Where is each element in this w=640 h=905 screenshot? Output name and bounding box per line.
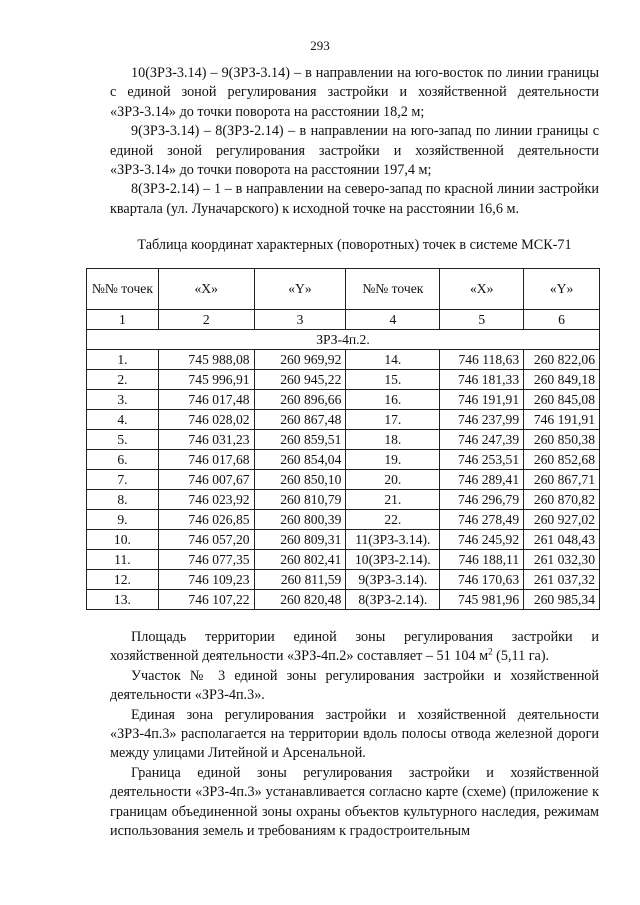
- column-number: 3: [254, 310, 346, 330]
- table-row: [87, 430, 600, 450]
- table-row: [87, 410, 600, 430]
- y-coordinate-cell: 260 867,71: [524, 470, 600, 490]
- x-coordinate-cell: 745 981,96: [440, 590, 524, 610]
- point-number-cell: 18.: [346, 430, 440, 450]
- x-coordinate-cell: 746 023,92: [158, 490, 254, 510]
- area-paragraph: [110, 628, 599, 667]
- x-coordinate-cell: 746 188,11: [440, 550, 524, 570]
- y-coordinate-cell: 260 845,08: [524, 390, 600, 410]
- y-coordinate-cell: 260 896,66: [254, 390, 346, 410]
- point-number-cell: 14.: [346, 350, 440, 370]
- y-coordinate-cell: 260 854,04: [254, 450, 346, 470]
- point-number-cell: 19.: [346, 450, 440, 470]
- point-number-cell: 4.: [87, 410, 159, 430]
- y-coordinate-cell: 260 810,79: [254, 490, 346, 510]
- table-row: [87, 590, 600, 610]
- header-cell: №№ точек: [346, 269, 440, 310]
- point-number-cell: 10.: [87, 530, 159, 550]
- point-number-cell: 8(ЗРЗ-2.14).: [346, 590, 440, 610]
- y-coordinate-cell: 260 969,92: [254, 350, 346, 370]
- table-row: [87, 370, 600, 390]
- section-label: ЗРЗ-4п.2.: [87, 330, 600, 350]
- x-coordinate-cell: 746 253,51: [440, 450, 524, 470]
- table-header-row: [87, 269, 600, 310]
- x-coordinate-cell: 746 031,23: [158, 430, 254, 450]
- table-row: [87, 450, 600, 470]
- point-number-cell: 1.: [87, 350, 159, 370]
- closing-text: [110, 628, 599, 841]
- point-number-cell: 15.: [346, 370, 440, 390]
- x-coordinate-cell: 745 996,91: [158, 370, 254, 390]
- table-row: [87, 570, 600, 590]
- point-number-cell: 3.: [87, 390, 159, 410]
- y-coordinate-cell: 260 870,82: [524, 490, 600, 510]
- column-number-row: [87, 310, 600, 330]
- x-coordinate-cell: 746 296,79: [440, 490, 524, 510]
- area-text: Площадь территории единой зоны регулирования застройки и хозяйственной деятельности «ЗРЗ-4п.2» составляет – 51 104 м: [110, 629, 599, 665]
- x-coordinate-cell: 746 077,35: [158, 550, 254, 570]
- column-number: 4: [346, 310, 440, 330]
- paragraph: 9(ЗРЗ-3.14) – 8(ЗРЗ-2.14) – в направлении на юго-запад по линии границы с единой зоной регулирования застройки и хозяйственной деятельности «ЗРЗ-3.14» до точки поворота на расстоянии 197,4 м;: [110, 123, 599, 179]
- point-number-cell: 9(ЗРЗ-3.14).: [346, 570, 440, 590]
- paragraph: 10(ЗРЗ-3.14) – 9(ЗРЗ-3.14) – в направлении на юго-восток по линии границы с единой зоной регулирования застройки и хозяйственной деятельности «ЗРЗ-3.14» до точки поворота на расстоянии 18,2 м;: [110, 65, 599, 120]
- y-coordinate-cell: 261 048,43: [524, 530, 600, 550]
- table-row: [87, 510, 600, 530]
- column-number: 1: [87, 310, 159, 330]
- point-number-cell: 11(ЗРЗ-3.14).: [346, 530, 440, 550]
- x-coordinate-cell: 746 028,02: [158, 410, 254, 430]
- point-number-cell: 12.: [87, 570, 159, 590]
- area-text-end: (5,11 га).: [492, 648, 550, 665]
- x-coordinate-cell: 746 109,23: [158, 570, 254, 590]
- point-number-cell: 9.: [87, 510, 159, 530]
- y-coordinate-cell: 260 811,59: [254, 570, 346, 590]
- y-coordinate-cell: 261 037,32: [524, 570, 600, 590]
- point-number-cell: 10(ЗРЗ-2.14).: [346, 550, 440, 570]
- y-coordinate-cell: 260 850,10: [254, 470, 346, 490]
- column-number: 5: [440, 310, 524, 330]
- y-coordinate-cell: 260 850,38: [524, 430, 600, 450]
- x-coordinate-cell: 746 026,85: [158, 510, 254, 530]
- point-number-cell: 20.: [346, 470, 440, 490]
- point-number-cell: 8.: [87, 490, 159, 510]
- point-number-cell: 5.: [87, 430, 159, 450]
- paragraph: 8(ЗРЗ-2.14) – 1 – в направлении на северо-запад по красной линии застройки квартала (ул. Луначарского) к исходной точке на расстоянии 16,6 м.: [110, 181, 599, 217]
- x-coordinate-cell: 746 237,99: [440, 410, 524, 430]
- paragraph: Граница единой зоны регулирования застройки и хозяйственной деятельности «ЗРЗ-4п.3» устанавливается согласно карте (схеме) (приложение к границам объединенной зоны охраны объектов культурного наследия, режимам использования земель и требованиям к градостроительным: [110, 764, 599, 840]
- y-coordinate-cell: 260 867,48: [254, 410, 346, 430]
- column-number: 6: [524, 310, 600, 330]
- section-row: [87, 330, 600, 350]
- x-coordinate-cell: 746 181,33: [440, 370, 524, 390]
- x-coordinate-cell: 746 007,67: [158, 470, 254, 490]
- header-cell: «X»: [440, 269, 524, 310]
- x-coordinate-cell: 746 191,91: [440, 390, 524, 410]
- point-number-cell: 21.: [346, 490, 440, 510]
- point-number-cell: 2.: [87, 370, 159, 390]
- point-number-cell: 6.: [87, 450, 159, 470]
- point-number-cell: 17.: [346, 410, 440, 430]
- point-number-cell: 13.: [87, 590, 159, 610]
- header-cell: «X»: [158, 269, 254, 310]
- intro-text: [110, 64, 599, 219]
- x-coordinate-cell: 746 278,49: [440, 510, 524, 530]
- y-coordinate-cell: 260 927,02: [524, 510, 600, 530]
- page-number: 293: [310, 38, 330, 53]
- point-number-cell: 22.: [346, 510, 440, 530]
- table-row: [87, 550, 600, 570]
- x-coordinate-cell: 746 107,22: [158, 590, 254, 610]
- table-row: [87, 470, 600, 490]
- y-coordinate-cell: 260 859,51: [254, 430, 346, 450]
- y-coordinate-cell: 746 191,91: [524, 410, 600, 430]
- y-coordinate-cell: 260 809,31: [254, 530, 346, 550]
- table-caption: Таблица координат характерных (поворотных) точек в системе МСК-71: [137, 237, 572, 253]
- table-row: [87, 530, 600, 550]
- x-coordinate-cell: 746 289,41: [440, 470, 524, 490]
- header-cell: «Y»: [254, 269, 346, 310]
- y-coordinate-cell: 260 852,68: [524, 450, 600, 470]
- area-superscript: 2: [488, 646, 493, 657]
- y-coordinate-cell: 260 945,22: [254, 370, 346, 390]
- paragraph: Единая зона регулирования застройки и хозяйственной деятельности «ЗРЗ-4п.3» располагается на территории вдоль полосы отвода железной дороги между улицами Литейной и Арсенальной.: [110, 706, 599, 762]
- x-coordinate-cell: 746 017,48: [158, 390, 254, 410]
- x-coordinate-cell: 746 057,20: [158, 530, 254, 550]
- paragraph: Участок № 3 единой зоны регулирования застройки и хозяйственной деятельности «ЗРЗ-4п.3».: [110, 667, 599, 704]
- coordinates-table: [86, 268, 600, 610]
- y-coordinate-cell: 260 985,34: [524, 590, 600, 610]
- x-coordinate-cell: 746 245,92: [440, 530, 524, 550]
- point-number-cell: 11.: [87, 550, 159, 570]
- point-number-cell: 7.: [87, 470, 159, 490]
- y-coordinate-cell: 260 800,39: [254, 510, 346, 530]
- y-coordinate-cell: 261 032,30: [524, 550, 600, 570]
- table-row: [87, 350, 600, 370]
- y-coordinate-cell: 260 822,06: [524, 350, 600, 370]
- table-row: [87, 390, 600, 410]
- header-cell: «Y»: [524, 269, 600, 310]
- x-coordinate-cell: 746 170,63: [440, 570, 524, 590]
- x-coordinate-cell: 745 988,08: [158, 350, 254, 370]
- y-coordinate-cell: 260 849,18: [524, 370, 600, 390]
- y-coordinate-cell: 260 802,41: [254, 550, 346, 570]
- point-number-cell: 16.: [346, 390, 440, 410]
- table-row: [87, 490, 600, 510]
- x-coordinate-cell: 746 118,63: [440, 350, 524, 370]
- y-coordinate-cell: 260 820,48: [254, 590, 346, 610]
- column-number: 2: [158, 310, 254, 330]
- x-coordinate-cell: 746 017,68: [158, 450, 254, 470]
- x-coordinate-cell: 746 247,39: [440, 430, 524, 450]
- header-cell: №№ точек: [87, 269, 159, 310]
